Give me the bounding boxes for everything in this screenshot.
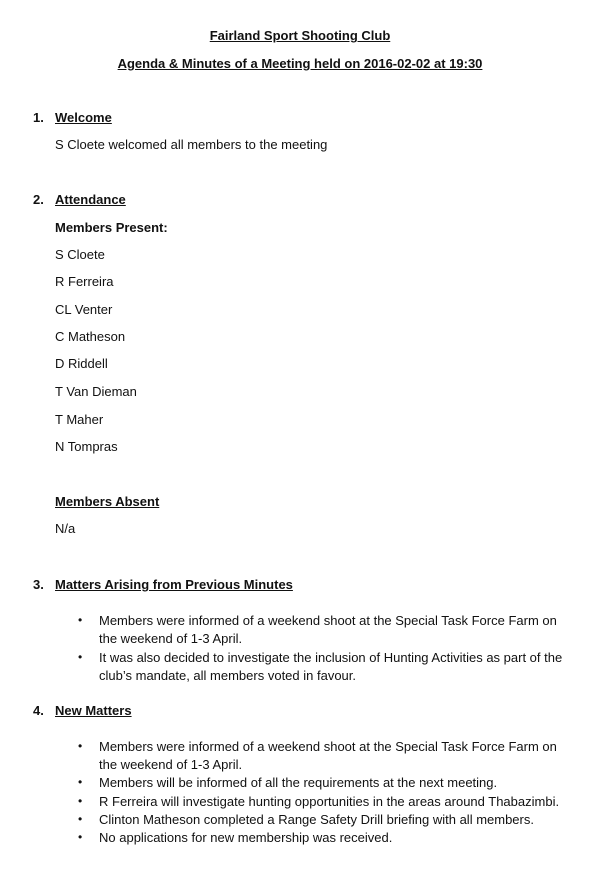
list-item: No applications for new membership was received. bbox=[99, 830, 393, 845]
list-item: Members will be informed of all the requirements at the next meeting. bbox=[99, 775, 498, 790]
bullet-icon: • bbox=[78, 775, 83, 789]
document-title: Fairland Sport Shooting Club bbox=[209, 28, 391, 43]
bullet-icon: • bbox=[78, 812, 83, 826]
section-number: 4. bbox=[33, 703, 44, 718]
section-number: 1. bbox=[33, 110, 44, 125]
list-item: R Ferreira will investigate hunting opportunities in the areas around Thabazimbi. bbox=[99, 794, 560, 809]
member-present: C Matheson bbox=[55, 329, 126, 344]
member-present: T Van Dieman bbox=[55, 384, 137, 399]
member-absent: N/a bbox=[55, 521, 76, 536]
welcome-text: S Cloete welcomed all members to the meeting bbox=[55, 137, 328, 152]
section-title-welcome: Welcome bbox=[55, 110, 112, 125]
list-item: Members were informed of a weekend shoot at the Special Task Force Farm on the weekend of 1-3 April. bbox=[99, 739, 557, 772]
section-title-matters-arising: Matters Arising from Previous Minutes bbox=[55, 577, 293, 592]
section-title-new-matters: New Matters bbox=[55, 703, 132, 718]
section-number: 3. bbox=[33, 577, 44, 592]
bullet-icon: • bbox=[78, 650, 83, 664]
members-present-heading: Members Present: bbox=[55, 220, 168, 235]
list-item: Clinton Matheson completed a Range Safety Drill briefing with all members. bbox=[99, 812, 534, 827]
members-absent-heading: Members Absent bbox=[55, 494, 160, 509]
document-subtitle: Agenda & Minutes of a Meeting held on 2016-02-02 at 19:30 bbox=[117, 56, 483, 71]
bullet-icon: • bbox=[78, 794, 83, 808]
member-present: R Ferreira bbox=[55, 274, 114, 289]
bullet-icon: • bbox=[78, 739, 83, 753]
list-item: It was also decided to investigate the inclusion of Hunting Activities as part of the club’s mandate, all members voted in favour. bbox=[99, 650, 563, 683]
member-present: N Tompras bbox=[55, 439, 118, 454]
member-present: S Cloete bbox=[55, 247, 105, 262]
member-present: D Riddell bbox=[55, 356, 108, 371]
section-title-attendance: Attendance bbox=[55, 192, 126, 207]
member-present: T Maher bbox=[55, 412, 104, 427]
list-item: Members were informed of a weekend shoot at the Special Task Force Farm on the weekend of 1-3 April. bbox=[99, 613, 557, 646]
section-number: 2. bbox=[33, 192, 44, 207]
bullet-icon: • bbox=[78, 830, 83, 844]
bullet-icon: • bbox=[78, 613, 83, 627]
member-present: CL Venter bbox=[55, 302, 113, 317]
